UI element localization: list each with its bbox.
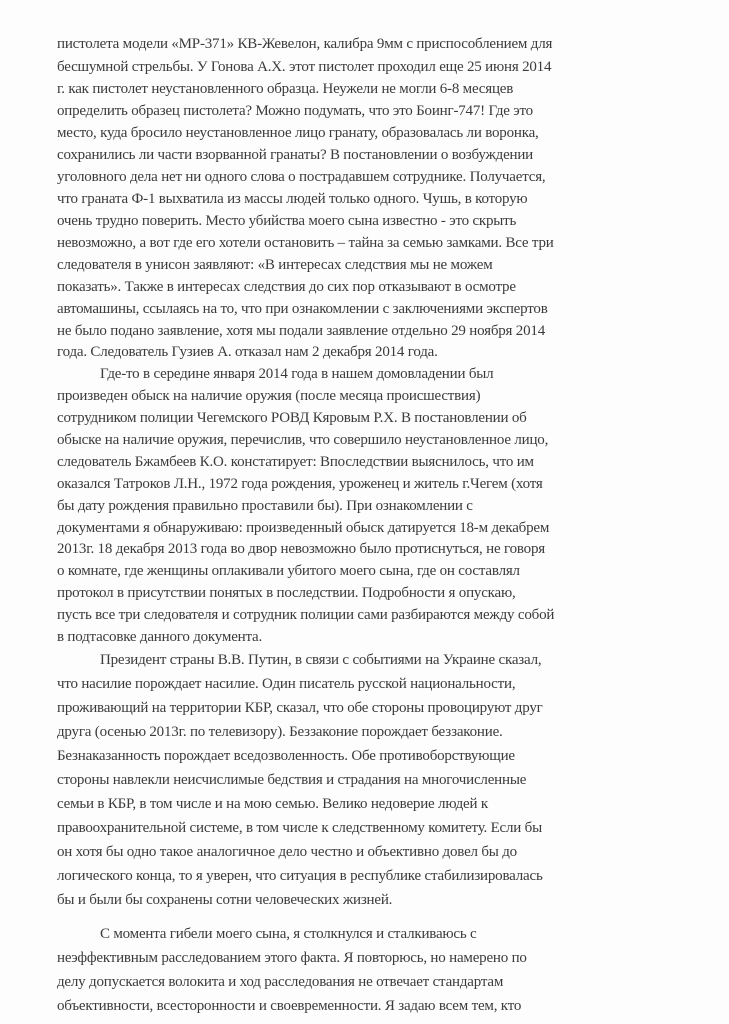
text-line: сохранились ли части взорванной гранаты? В постановлении о возбуждении <box>57 147 534 163</box>
text-line: бы и были бы сохранены сотни человеческих жизней. <box>57 892 393 908</box>
text-line: о комнате, где женщины оплакивали убитого моего сына, где он составлял <box>57 563 520 579</box>
text-line: пистолета модели «МР-371» КВ-Жевелон, калибра 9мм с приспособлением для <box>57 36 553 52</box>
text-line: протокол в присутствии понятых в последствии. Подробности я опускаю, <box>57 585 516 601</box>
text-line: место, куда бросило неустановленное лицо гранату, образовалась ли воронка, <box>57 125 539 141</box>
text-line: года. Следователь Гузиев А. отказал нам 2 декабря 2014 года. <box>57 344 438 360</box>
text-line: обыске на наличие оружия, перечислив, что совершило неустановленное лицо, <box>57 432 549 448</box>
text-line: что граната Ф-1 выхватила из массы людей только одного. Чушь, в которую <box>57 191 528 207</box>
text-line: неэффективным расследованием этого факта. Я повторюсь, но намерено по <box>57 950 527 966</box>
text-line: логического конца, то я уверен, что ситуация в республике стабилизировалась <box>57 868 543 884</box>
text-line: автомашины, ссылаясь на то, что при ознакомлении с заключениями экспертов <box>57 301 548 317</box>
text-line: уголовного дела нет ни одного слова о пострадавшем сотруднике. Получается, <box>57 169 546 185</box>
text-line: определить образец пистолета? Можно подумать, что это Боинг-747! Где это <box>57 103 533 119</box>
text-line: невозможно, а вот где его хотели остановить – тайна за семью замками. Все три <box>57 235 554 251</box>
text-line: показать». Также в интересах следствия до сих пор отказывают в осмотре <box>57 279 516 295</box>
text-line: бесшумной стрельбы. У Гонова А.Х. этот пистолет проходил еще 25 июня 2014 <box>57 59 552 75</box>
text-line: Президент страны В.В. Путин, в связи с событиями на Украине сказал, <box>100 652 542 668</box>
text-line: семьи в КБР, в том числе и на мою семью. Велико недоверие людей к <box>57 796 488 812</box>
text-line: 2013г. 18 декабря 2013 года во двор невозможно было протиснуться, не говоря <box>57 541 545 557</box>
text-line: пусть все три следователя и сотрудник полиции сами разбираются между собой <box>57 607 555 623</box>
text-line: оказался Татроков Л.Н., 1972 года рождения, уроженец и житель г.Чегем (хотя <box>57 476 543 492</box>
text-line: произведен обыск на наличие оружия (после месяца происшествия) <box>57 388 481 404</box>
text-line: правоохранительной системе, в том числе к следственному комитету. Если бы <box>57 820 542 836</box>
text-line: в подтасовке данного документа. <box>57 629 263 645</box>
text-line: делу допускается волокита и ход расследования не отвечает стандартам <box>57 974 504 990</box>
text-line: не было подано заявление, хотя мы подали заявление отдельно 29 ноября 2014 <box>57 323 546 339</box>
text-line: следователя в унисон заявляют: «В интересах следствия мы не можем <box>57 257 493 273</box>
text-line: сотрудником полиции Чегемского РОВД Кяровым Р.Х. В постановлении об <box>57 410 527 426</box>
text-line: очень трудно поверить. Место убийства моего сына известно - это скрыть <box>57 213 517 229</box>
text-line: г. как пистолет неустановленного образца. Неужели не могли 6-8 месяцев <box>57 81 514 97</box>
text-line: Безнаказанность порождает вседозволенность. Обе противоборствующие <box>57 748 515 764</box>
text-line: он хотя бы одно такое аналогичное дело честно и объективно довел бы до <box>57 844 517 860</box>
text-line: Где-то в середине января 2014 года в нашем домовладении был <box>100 366 494 382</box>
text-line: что насилие порождает насилие. Один писатель русской национальности, <box>57 676 516 692</box>
text-line: следователь Бжамбеев К.О. констатирует: Впоследствии выяснилось, что им <box>57 454 534 470</box>
text-line: бы дату рождения правильно проставили бы). При ознакомлении с <box>57 498 473 514</box>
text-line: стороны навлекли неисчислимые бедствия и страдания на многочисленные <box>57 772 527 788</box>
text-line: С момента гибели моего сына, я столкнулся и сталкиваюсь с <box>100 926 477 942</box>
text-line: друга (осенью 2013г. по телевизору). Беззаконие порождает беззаконие. <box>57 724 503 740</box>
text-line: документами я обнаруживаю: произведенный обыск датируется 18-м декабрем <box>57 520 550 536</box>
text-line: объективности, всесторонности и своевременности. Я задаю всем тем, кто <box>57 998 522 1014</box>
text-line: проживающий на территории КБР, сказал, что обе стороны провоцируют друг <box>57 700 543 716</box>
